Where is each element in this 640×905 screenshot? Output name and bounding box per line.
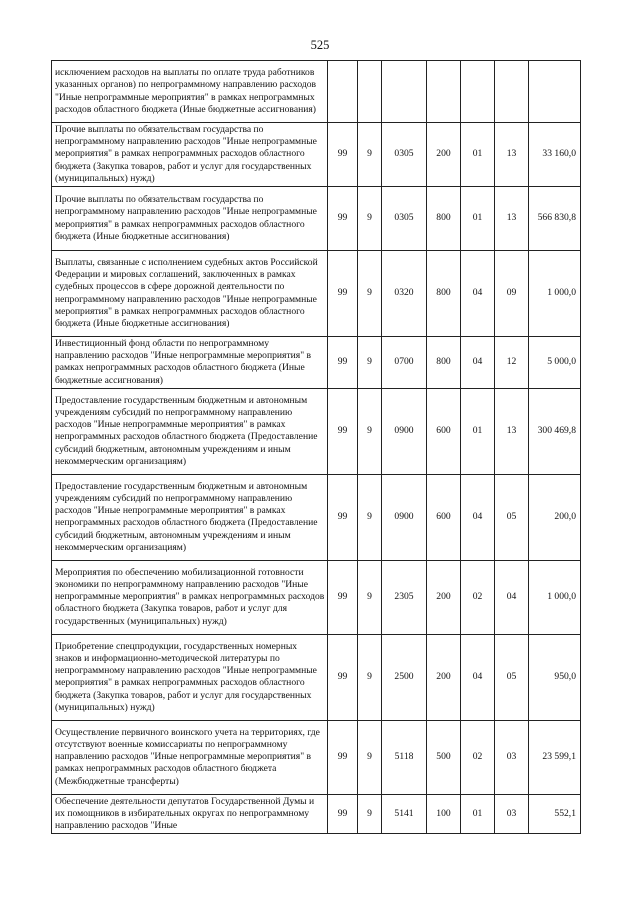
table-row <box>52 634 581 720</box>
amount-cell: 552,1 <box>529 794 581 834</box>
code-cell-c1: 99 <box>328 720 358 794</box>
code-cell-c5: 01 <box>461 794 495 834</box>
table-row <box>52 337 581 389</box>
amount-cell: 300 469,8 <box>529 388 581 474</box>
amount-cell: 23 599,1 <box>529 720 581 794</box>
code-cell-c1: 99 <box>328 337 358 389</box>
code-cell-c1 <box>328 61 358 123</box>
code-cell-c3 <box>382 61 427 123</box>
expense-description: Приобретение спецпродукции, государственных номерных знаков и информационно-методической литературы по непрограммному направлению расходов "Иные непрограммные мероприятия" в рамках непрограммных расходов областного бюджета (Закупка товаров, работ и услуг для государственных (муниципальных) нужд) <box>52 634 328 720</box>
code-cell-c5: 04 <box>461 474 495 560</box>
expense-description: Предоставление государственным бюджетным и автономным учреждениям субсидий по непрограммному направлению расходов "Иные непрограммные мероприятия" в рамках непрограммных расходов областного бюджета (Предоставление субсидий бюджетным, автономным учреждениям и иным некоммерческим организациям) <box>52 474 328 560</box>
amount-cell: 1 000,0 <box>529 560 581 634</box>
code-cell-c2 <box>358 61 382 123</box>
code-cell-c6: 03 <box>495 794 529 834</box>
expense-description: Выплаты, связанные с исполнением судебных актов Российской Федерации и мировых соглашений, заключенных в рамках судебных процессов в сфере дорожной деятельности по непрограммному направлению расходов "Иные непрограммные мероприятия" в рамках непрограммных расходов областного бюджета (Иные бюджетные ассигнования) <box>52 251 328 337</box>
amount-cell <box>529 61 581 123</box>
expense-description: исключением расходов на выплаты по оплате труда работников указанных органов) по непрограммному направлению расходов "Иные непрограммные мероприятия" в рамках непрограммных расходов областного бюджета (Иные бюджетные ассигнования) <box>52 61 328 123</box>
code-cell-c1: 99 <box>328 187 358 251</box>
code-cell-c4: 800 <box>427 187 461 251</box>
code-cell-c2: 9 <box>358 251 382 337</box>
code-cell-c3: 0320 <box>382 251 427 337</box>
code-cell-c5: 02 <box>461 560 495 634</box>
code-cell-c6: 13 <box>495 123 529 187</box>
code-cell-c2: 9 <box>358 560 382 634</box>
expense-description: Прочие выплаты по обязательствам государства по непрограммному направлению расходов "Иные непрограммные мероприятия" в рамках непрограммных расходов областного бюджета (Закупка товаров, работ и услуг для государственных (муниципальных) нужд) <box>52 123 328 187</box>
expense-description: Инвестиционный фонд области по непрограммному направлению расходов "Иные непрограммные мероприятия" в рамках непрограммных расходов областного бюджета (Иные бюджетные ассигнования) <box>52 337 328 389</box>
code-cell-c5: 04 <box>461 337 495 389</box>
code-cell-c6 <box>495 61 529 123</box>
code-cell-c5: 02 <box>461 720 495 794</box>
code-cell-c5 <box>461 61 495 123</box>
expense-description: Предоставление государственным бюджетным и автономным учреждениям субсидий по непрограммному направлению расходов "Иные непрограммные мероприятия" в рамках непрограммных расходов областного бюджета (Предоставление субсидий бюджетным, автономным учреждениям и иным некоммерческим организациям) <box>52 388 328 474</box>
amount-cell: 950,0 <box>529 634 581 720</box>
table-row <box>52 388 581 474</box>
table-row <box>52 794 581 834</box>
code-cell-c4: 800 <box>427 251 461 337</box>
amount-cell: 200,0 <box>529 474 581 560</box>
amount-cell: 5 000,0 <box>529 337 581 389</box>
code-cell-c6: 13 <box>495 187 529 251</box>
code-cell-c6: 13 <box>495 388 529 474</box>
code-cell-c2: 9 <box>358 187 382 251</box>
code-cell-c6: 12 <box>495 337 529 389</box>
code-cell-c2: 9 <box>358 123 382 187</box>
code-cell-c1: 99 <box>328 251 358 337</box>
code-cell-c4 <box>427 61 461 123</box>
code-cell-c5: 04 <box>461 251 495 337</box>
table-row <box>52 720 581 794</box>
code-cell-c3: 0900 <box>382 474 427 560</box>
amount-cell: 566 830,8 <box>529 187 581 251</box>
code-cell-c2: 9 <box>358 794 382 834</box>
code-cell-c2: 9 <box>358 474 382 560</box>
code-cell-c4: 100 <box>427 794 461 834</box>
expense-description: Прочие выплаты по обязательствам государства по непрограммному направлению расходов "Иные непрограммные мероприятия" в рамках непрограммных расходов областного бюджета (Иные бюджетные ассигнования) <box>52 187 328 251</box>
table-row <box>52 560 581 634</box>
code-cell-c1: 99 <box>328 388 358 474</box>
code-cell-c4: 600 <box>427 474 461 560</box>
table-row <box>52 61 581 123</box>
table-row <box>52 123 581 187</box>
code-cell-c3: 5118 <box>382 720 427 794</box>
code-cell-c4: 800 <box>427 337 461 389</box>
code-cell-c2: 9 <box>358 634 382 720</box>
code-cell-c5: 01 <box>461 388 495 474</box>
code-cell-c2: 9 <box>358 337 382 389</box>
code-cell-c3: 5141 <box>382 794 427 834</box>
expense-description: Мероприятия по обеспечению мобилизационной готовности экономики по непрограммному направлению расходов "Иные непрограммные мероприятия" в рамках непрограммных расходов областного бюджета (Закупка товаров, работ и услуг для государственных (муниципальных) нужд) <box>52 560 328 634</box>
code-cell-c5: 01 <box>461 123 495 187</box>
code-cell-c1: 99 <box>328 794 358 834</box>
table-row <box>52 251 581 337</box>
budget-table <box>51 60 581 834</box>
code-cell-c6: 09 <box>495 251 529 337</box>
code-cell-c4: 500 <box>427 720 461 794</box>
code-cell-c5: 01 <box>461 187 495 251</box>
code-cell-c5: 04 <box>461 634 495 720</box>
table-row <box>52 474 581 560</box>
expense-description: Осуществление первичного воинского учета на территориях, где отсутствуют военные комиссариаты по непрограммному направлению расходов "Иные непрограммные мероприятия" в рамках непрограммных расходов областного бюджета (Межбюджетные трансферты) <box>52 720 328 794</box>
code-cell-c2: 9 <box>358 388 382 474</box>
code-cell-c3: 0305 <box>382 123 427 187</box>
amount-cell: 1 000,0 <box>529 251 581 337</box>
code-cell-c3: 2500 <box>382 634 427 720</box>
code-cell-c3: 2305 <box>382 560 427 634</box>
page-number: 525 <box>310 38 330 52</box>
code-cell-c3: 0700 <box>382 337 427 389</box>
code-cell-c1: 99 <box>328 560 358 634</box>
code-cell-c6: 03 <box>495 720 529 794</box>
code-cell-c4: 200 <box>427 634 461 720</box>
amount-cell: 33 160,0 <box>529 123 581 187</box>
expense-description: Обеспечение деятельности депутатов Государственной Думы и их помощников в избирательных округах по непрограммному направлению расходов "Иные <box>52 794 328 834</box>
code-cell-c4: 600 <box>427 388 461 474</box>
code-cell-c1: 99 <box>328 634 358 720</box>
code-cell-c1: 99 <box>328 474 358 560</box>
table-row <box>52 187 581 251</box>
code-cell-c2: 9 <box>358 720 382 794</box>
code-cell-c3: 0305 <box>382 187 427 251</box>
code-cell-c4: 200 <box>427 560 461 634</box>
code-cell-c6: 05 <box>495 474 529 560</box>
code-cell-c3: 0900 <box>382 388 427 474</box>
code-cell-c1: 99 <box>328 123 358 187</box>
code-cell-c4: 200 <box>427 123 461 187</box>
code-cell-c6: 05 <box>495 634 529 720</box>
code-cell-c6: 04 <box>495 560 529 634</box>
